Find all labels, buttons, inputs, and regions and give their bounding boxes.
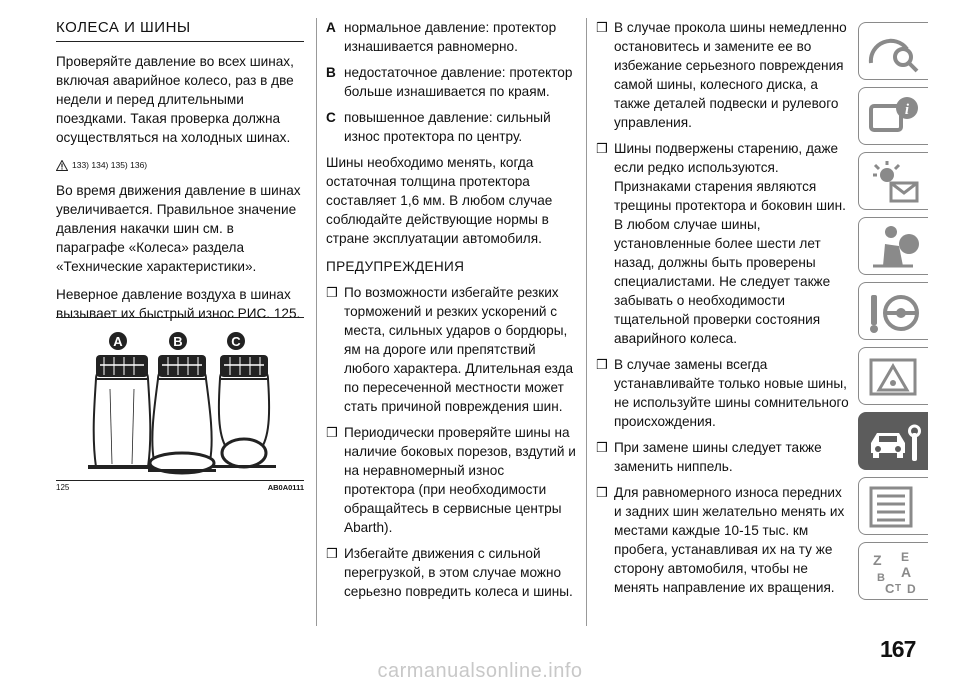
warning-bullet <box>326 283 576 416</box>
paragraph-wrong-pressure: Неверное давление воздуха в шинах вызывает их быстрый износ РИС. 125. <box>56 287 301 321</box>
emergency-triangle-icon <box>865 352 923 402</box>
warning-bullet <box>596 355 850 431</box>
svg-text:E: E <box>901 550 910 564</box>
tab-safety[interactable] <box>858 217 928 275</box>
warning-triangle-icon <box>56 160 68 171</box>
tab-dashboard[interactable] <box>858 22 928 80</box>
item-marker: C <box>326 110 336 125</box>
checkbox-bullet-icon: ❒ <box>596 440 608 455</box>
column-divider-2 <box>586 18 587 626</box>
dashboard-search-icon <box>865 27 923 77</box>
tab-maintenance[interactable] <box>858 412 928 470</box>
tab-index[interactable] <box>858 542 928 600</box>
label-c: C <box>231 334 241 349</box>
svg-text:i: i <box>904 102 910 118</box>
bullet-text: Периодически проверяйте шины на наличие боковых порезов, вздутий и на неравномерный износ протектора (при необходимости обращайтесь в сервисные центры Abarth). <box>344 425 576 535</box>
checkbox-bullet-icon: ❒ <box>596 485 608 500</box>
paragraph-pressure-check: Проверяйте давление во всех шинах, включая аварийное колесо, раз в две недели и перед длительными поездками. Такая проверка должна осуществляться на холодных шинах. <box>56 54 294 145</box>
bullet-text: В случае замены всегда устанавливайте только новые шины, не используйте шины сомнительного происхождения. <box>614 357 849 429</box>
column-divider-1 <box>316 18 317 626</box>
list-item-a <box>326 18 576 56</box>
bullet-text: По возможности избегайте резких торможений и резких ускорений с места, сильных ударов о бордюры, ям на дороге или препятствий любого характера. Длительная езда по пересеченной местности может стать причиной повреждения шин. <box>344 285 574 414</box>
tab-technical-data[interactable] <box>858 477 928 535</box>
bullet-text: Избегайте движения с сильной перегрузкой, в этом случае можно серьезно повредить колеса и шины. <box>344 546 573 599</box>
warning-bullet <box>596 139 850 348</box>
tyre-low-pressure <box>148 355 216 473</box>
figure-code: AB0A0111 <box>267 483 304 492</box>
paragraph-tread-depth: Шины необходимо менять, когда остаточная толщина протектора составляет 1,6 мм. В любом случае соблюдайте действующие нормы в стране эксплуатации автомобиля. <box>326 155 553 246</box>
airbag-passenger-icon <box>865 222 923 272</box>
bullet-text: Для равномерного износа передних и задних шин желательно менять их местами каждые 10-15 тыс. км пробега, устанавливая их на ту же сторону автомобиля, чтобы не менять направление их вращения. <box>614 485 845 595</box>
item-text: недостаточное давление: протектор больше изнашивается по краям. <box>344 65 573 99</box>
checkbox-bullet-icon: ❒ <box>596 357 608 372</box>
list-item-b <box>326 63 576 101</box>
section-title: КОЛЕСА И ШИНЫ <box>56 18 304 42</box>
warning-bullet <box>596 18 850 132</box>
bullet-text: Шины подвержены старению, даже если редко используются. Признаками старения являются трещины протектора и боковин шин. В любом случае шины, установленные более шести лет назад, должны быть проверены специалистами. Не следует также забывать о необходимости тщательной проверки состояния аварийного колеса. <box>614 141 846 346</box>
svg-text:D: D <box>907 582 916 596</box>
label-a: A <box>113 334 123 349</box>
warnings-heading: ПРЕДУПРЕЖДЕНИЯ <box>326 259 465 274</box>
warning-bullet <box>596 483 850 597</box>
warning-ref-numbers: 133) 134) 135) 136) <box>72 160 148 170</box>
checkbox-bullet-icon: ❒ <box>596 141 608 156</box>
label-b: B <box>173 334 183 349</box>
tab-emergency[interactable] <box>858 347 928 405</box>
tab-info[interactable] <box>858 87 928 145</box>
figure-tyre-wear <box>56 317 304 495</box>
column-left <box>56 18 304 332</box>
svg-text:Z: Z <box>873 552 882 568</box>
item-text: нормальное давление: протектор изнашивается равномерно. <box>344 20 557 54</box>
figure-number: 125 <box>56 483 70 492</box>
checkbox-bullet-icon: ❒ <box>326 285 338 300</box>
item-text: повышенное давление: сильный износ протектора по центру. <box>344 110 551 144</box>
checkbox-bullet-icon: ❒ <box>596 20 608 35</box>
steering-key-icon <box>865 287 923 337</box>
column-middle <box>326 18 576 608</box>
list-item-c <box>326 108 576 146</box>
warning-bullet <box>326 544 576 601</box>
info-icon <box>865 92 923 142</box>
tyre-high-pressure <box>212 355 276 468</box>
warning-bullet <box>596 438 850 476</box>
car-wrench-icon <box>865 417 923 467</box>
item-marker: B <box>326 65 336 80</box>
warning-reference <box>56 156 304 175</box>
figure-bottom-rule <box>56 480 304 481</box>
column-right <box>596 18 850 604</box>
bullet-text: В случае прокола шины немедленно остановитесь и замените ее во избежание серьезного повреждения самой шины, колесного диска, а также деталей подвески и рулевого управления. <box>614 20 847 130</box>
figure-top-rule <box>56 317 304 318</box>
tyre-normal-pressure <box>88 355 156 469</box>
tyre-wear-illustration <box>56 319 304 479</box>
bullet-text: При замене шины следует также заменить ниппель. <box>614 440 822 474</box>
checkbox-bullet-icon: ❒ <box>326 425 338 440</box>
svg-text:A: A <box>901 564 912 580</box>
tab-warning-lights[interactable] <box>858 152 928 210</box>
page-number: 167 <box>880 636 916 662</box>
watermark: carmanualsonline.info <box>377 660 583 682</box>
alphabet-index-icon <box>865 547 923 597</box>
checkbox-bullet-icon: ❒ <box>326 546 338 561</box>
warning-light-envelope-icon <box>865 157 923 207</box>
svg-text:C: C <box>885 581 895 596</box>
svg-text:B: B <box>877 572 885 584</box>
tab-driving[interactable] <box>858 282 928 340</box>
paragraph-pressure-increase: Во время движения давление в шинах увеличивается. Правильное значение давления накачки шин см. в параграфе «Колеса» раздела «Технические характеристики». <box>56 183 301 274</box>
svg-text:T: T <box>895 583 902 594</box>
warning-bullet <box>326 423 576 537</box>
spec-list-icon <box>865 482 923 532</box>
item-marker: A <box>326 20 336 35</box>
